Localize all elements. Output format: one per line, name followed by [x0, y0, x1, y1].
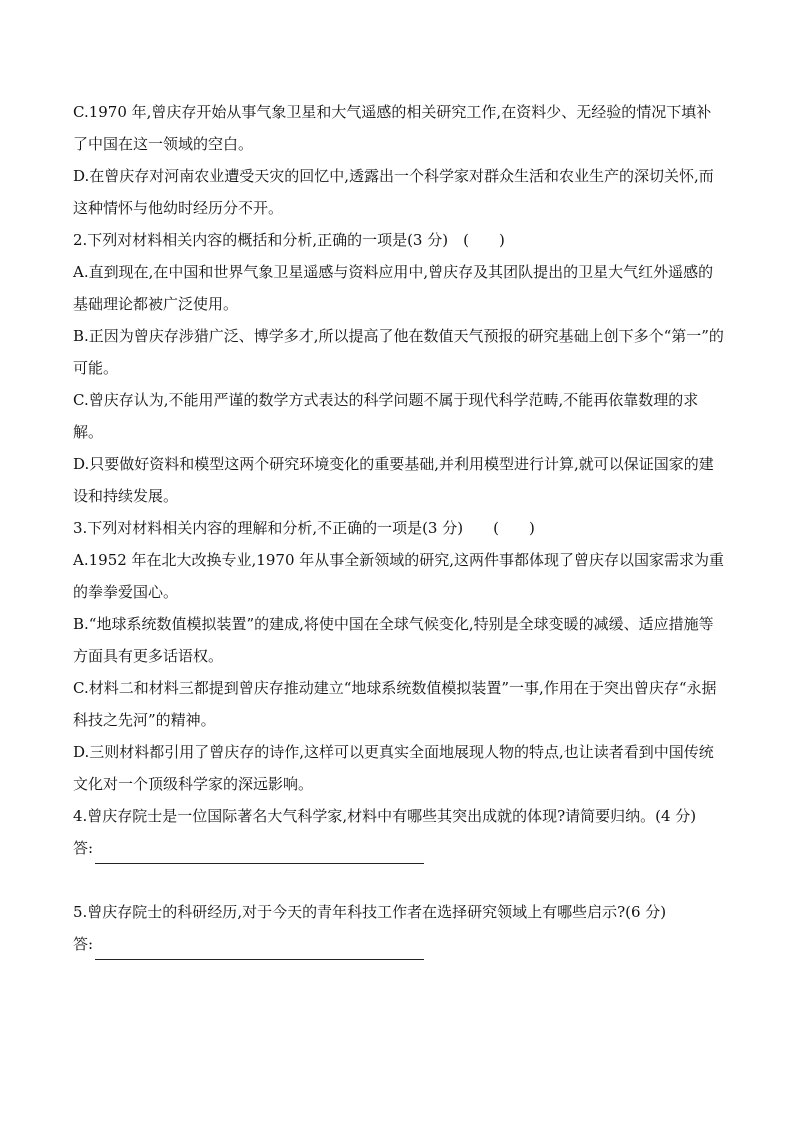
q2-option-d: D.只要做好资料和模型这两个研究环境变化的重要基础,并利用模型进行计算,就可以保证国家的建设和持续发展。	[73, 455, 714, 505]
q4-stem: 4.曾庆存院士是一位国际著名大气科学家,材料中有哪些其突出成就的体现?请简要归纳。(4 分)	[73, 807, 697, 825]
q3-stem: 3.下列对材料相关内容的理解和分析,不正确的一项是(3 分) ( )	[73, 519, 535, 537]
q4-answer-label: 答:	[73, 839, 94, 857]
q3-option-a: A.1952 年在北大改换专业,1970 年从事全新领域的研究,这两件事都体现了曾庆存以国家需求为重的拳拳爱国心。	[73, 551, 725, 601]
q5-answer-label: 答:	[73, 935, 94, 953]
q2-option-a: A.直到现在,在中国和世界气象卫星遥感与资料应用中,曾庆存及其团队提出的卫星大气红外遥感的基础理论都被广泛使用。	[73, 263, 714, 313]
q2-option-b: B.正因为曾庆存涉猎广泛、博学多才,所以提高了他在数值天气预报的研究基础上创下多个“第一”的可能。	[73, 327, 724, 377]
q3-option-d: D.三则材料都引用了曾庆存的诗作,这样可以更真实全面地展现人物的特点,也让读者看到中国传统文化对一个顶级科学家的深远影响。	[73, 743, 714, 793]
spacer	[73, 864, 725, 896]
exam-page	[73, 96, 725, 960]
q5-answer-line[interactable]	[95, 937, 424, 960]
q1-option-d: D.在曾庆存对河南农业遭受天灾的回忆中,透露出一个科学家对群众生活和农业生产的深切关怀,而这种情怀与他幼时经历分不开。	[73, 167, 714, 217]
q3-option-c: C.材料二和材料三都提到曾庆存推动建立“地球系统数值模拟装置”一事,作用在于突出曾庆存“永据科技之先河”的精神。	[73, 679, 717, 729]
q3-option-b: B.“地球系统数值模拟装置”的建成,将使中国在全球气候变化,特别是全球变暖的减缓、适应措施等方面具有更多话语权。	[73, 615, 714, 665]
q2-stem: 2.下列对材料相关内容的概括和分析,正确的一项是(3 分) ( )	[73, 231, 505, 249]
q2-option-c: C.曾庆存认为,不能用严谨的数学方式表达的科学问题不属于现代科学范畴,不能再依靠数理的求解。	[73, 391, 699, 441]
q4-answer-row	[73, 832, 725, 864]
q1-option-c: C.1970 年,曾庆存开始从事气象卫星和大气遥感的相关研究工作,在资料少、无经验的情况下填补了中国在这一领域的空白。	[73, 103, 712, 153]
q5-answer-row	[73, 928, 725, 960]
q5-stem: 5.曾庆存院士的科研经历,对于今天的青年科技工作者在选择研究领域上有哪些启示?(6 分)	[73, 903, 667, 921]
q4-answer-line[interactable]	[95, 841, 424, 864]
